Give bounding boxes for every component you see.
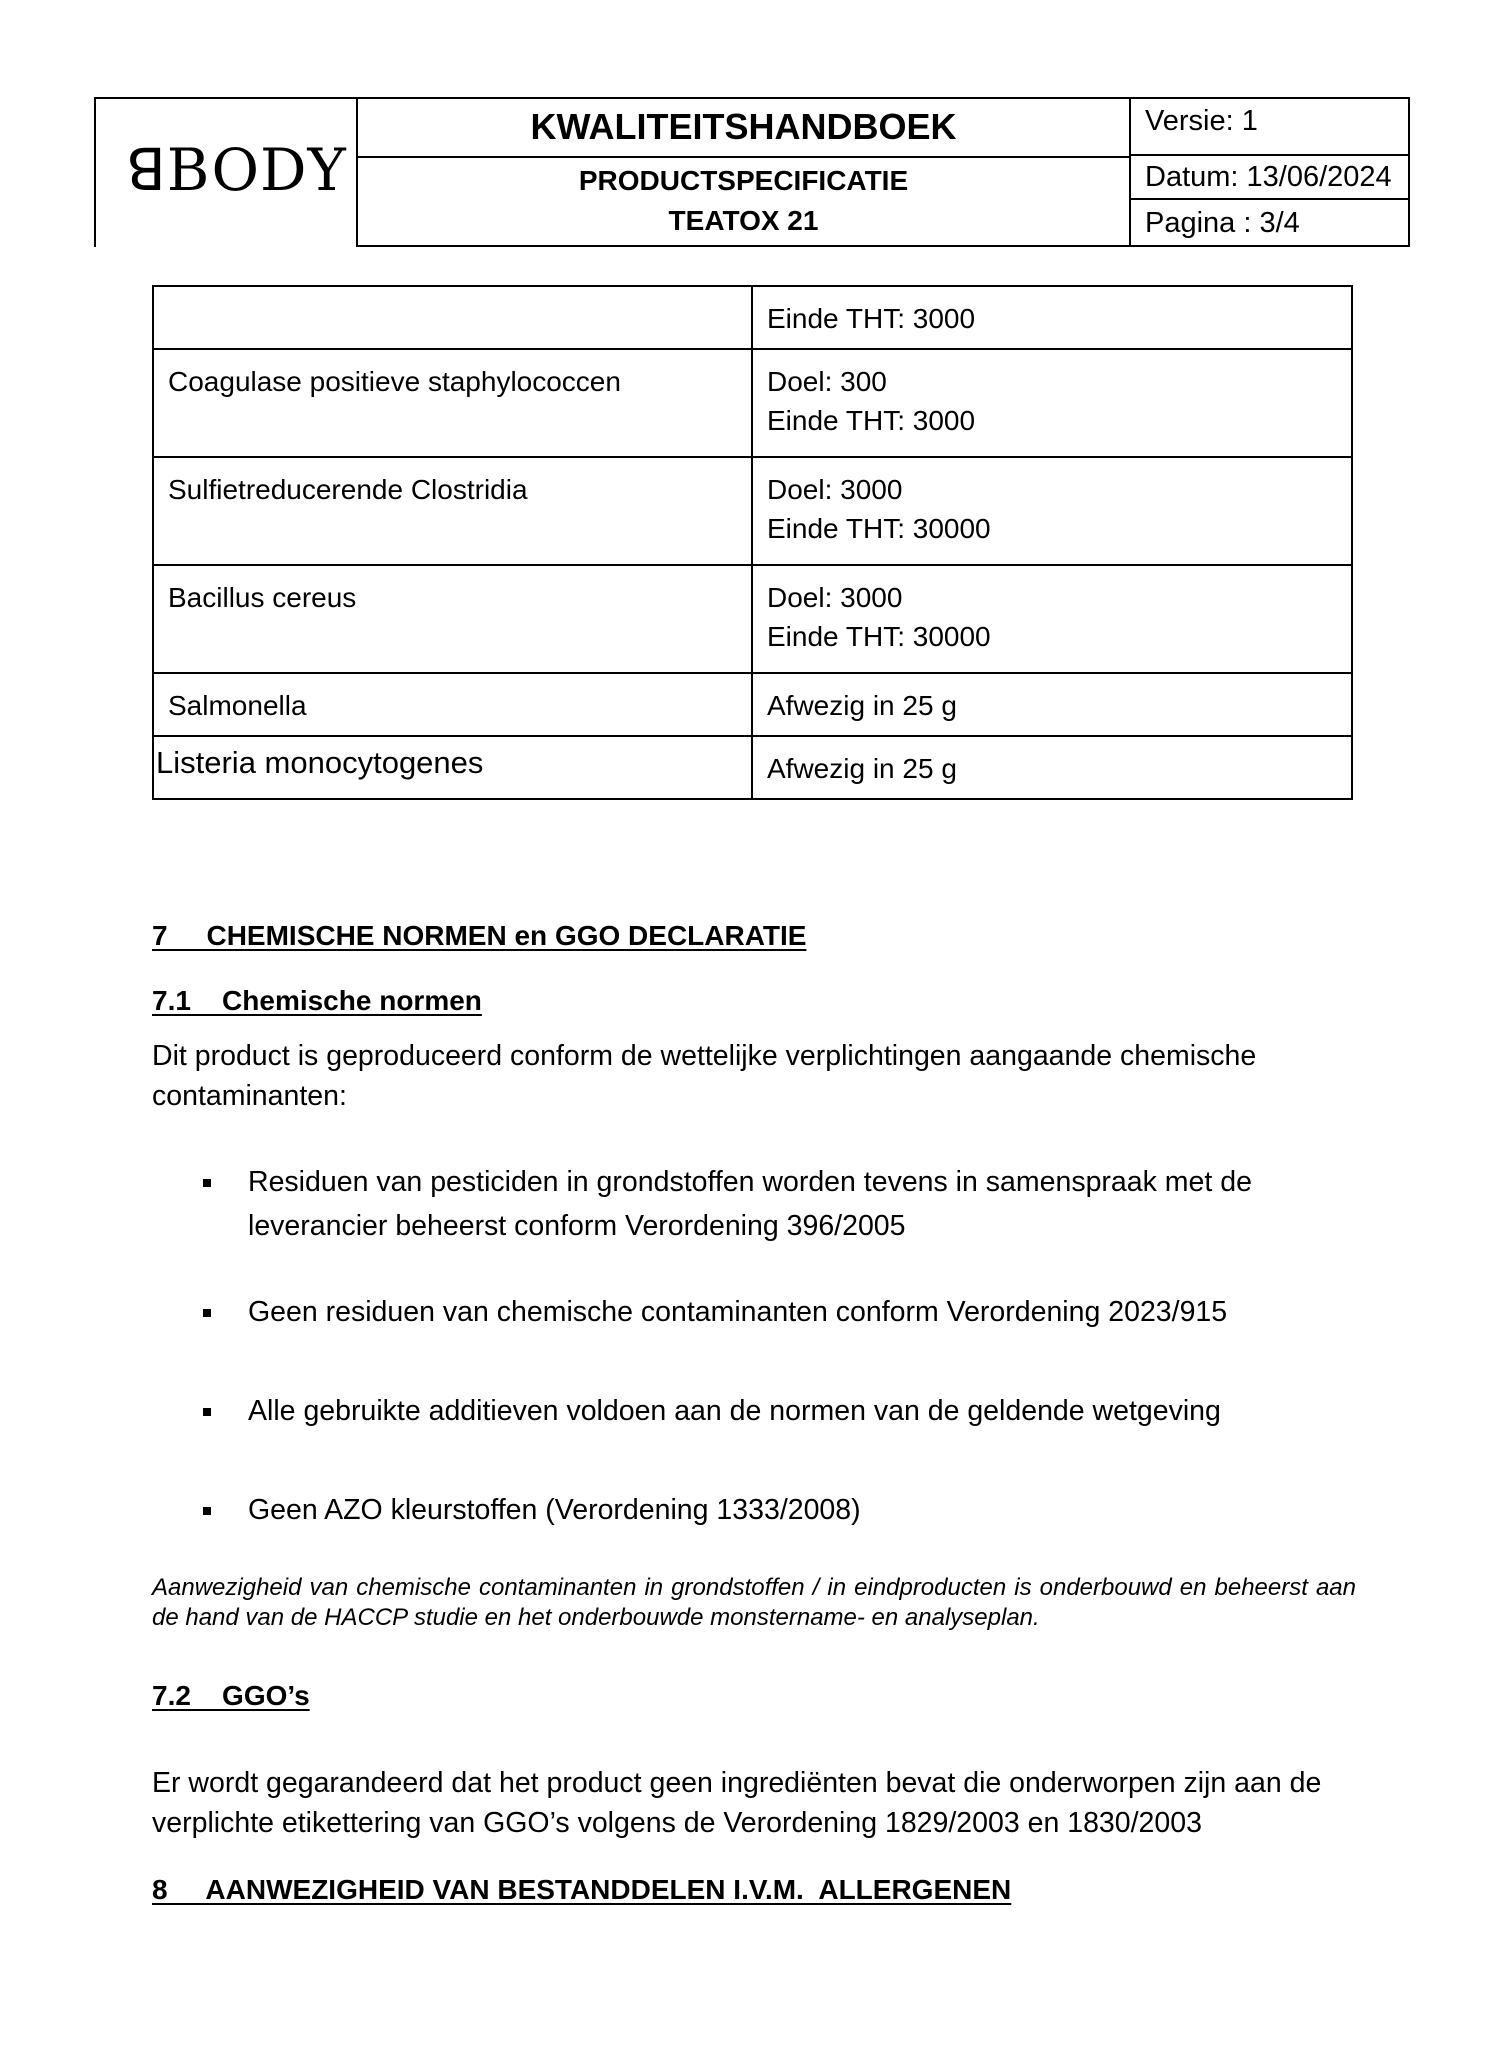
- value-line: Doel: 300: [767, 366, 887, 397]
- table-row: [153, 349, 1352, 457]
- value-line: Afwezig in 25 g: [767, 753, 957, 784]
- value-cell: [752, 349, 1352, 457]
- value-line: Einde THT: 3000: [767, 303, 976, 334]
- bullet-icon: [203, 1179, 211, 1187]
- value-cell: [752, 457, 1352, 565]
- document-header: [94, 97, 1410, 247]
- list-item: [152, 1160, 1362, 1248]
- list-item-text: Geen AZO kleurstoffen (Verordening 1333/2008): [248, 1494, 861, 1526]
- list-item-text: Alle gebruikte additieven voldoen aan de normen van de geldende wetgeving: [248, 1395, 1221, 1427]
- param-cell: [153, 286, 752, 349]
- section-7-heading: 7 CHEMISCHE NORMEN en GGO DECLARATIE: [152, 920, 807, 951]
- page-number: Pagina : 3/4: [1145, 207, 1300, 239]
- param-cell: Salmonella: [153, 673, 752, 736]
- version-label: Versie: 1: [1131, 99, 1408, 156]
- list-item: [152, 1290, 1362, 1334]
- table-row: [153, 673, 1352, 736]
- manual-title: KWALITEITSHANDBOEK: [358, 99, 1129, 158]
- value-line: Einde THT: 3000: [767, 405, 976, 436]
- value-line: Doel: 3000: [767, 582, 903, 613]
- list-item-text: Residuen van pesticiden in grondstoffen worden tevens in samenspraak met de leverancier beheerst conform Verordening 396/2005: [248, 1166, 1252, 1242]
- value-line: Einde THT: 30000: [767, 621, 991, 652]
- haccp-note: Aanwezigheid van chemische contaminanten in grondstoffen / in eindproducten is onderbouwd en beheerst aan de hand van de HACCP studie en het onderbouwde monstername- en analyseplan.: [152, 1574, 1356, 1631]
- param-cell: Bacillus cereus: [153, 565, 752, 673]
- microbiology-table: [152, 285, 1353, 800]
- chemical-norms-list: [152, 1160, 1362, 1532]
- value-line: Doel: 3000: [767, 474, 903, 505]
- value-cell: [752, 565, 1352, 673]
- company-logo: ꓭBODY: [126, 136, 347, 204]
- document-type: PRODUCTSPECIFICATIE: [578, 165, 909, 196]
- section-7-1-intro: Dit product is geproduceerd conform de wettelijke verplichtingen aangaande chemische contaminanten:: [152, 1040, 1257, 1112]
- bullet-icon: [203, 1309, 211, 1317]
- table-row: [153, 457, 1352, 565]
- value-line: Einde THT: 30000: [767, 513, 991, 544]
- section-7-1-heading: 7.1 Chemische normen: [152, 985, 482, 1016]
- value-cell: [752, 736, 1352, 799]
- logo-cell: [94, 97, 358, 247]
- value-line: Afwezig in 25 g: [767, 690, 957, 721]
- table-row: [153, 565, 1352, 673]
- document-subtitle: [358, 161, 1129, 241]
- value-cell: [752, 673, 1352, 736]
- meta-cell: [1129, 97, 1410, 247]
- list-item: [152, 1488, 1362, 1532]
- param-cell: Coagulase positieve staphylococcen: [153, 349, 752, 457]
- param-cell: Sulfietreducerende Clostridia: [153, 457, 752, 565]
- table-row: [153, 736, 1352, 799]
- section-7-2-text: Er wordt gegarandeerd dat het product geen ingrediënten bevat die onderworpen zijn aan de verplichte etikettering van GGO’s volgens de Verordening 1829/2003 en 1830/2003: [152, 1767, 1322, 1839]
- date-label: Datum: 13/06/2024: [1131, 156, 1408, 200]
- section-7-2-heading: 7.2 GGO’s: [152, 1680, 310, 1711]
- section-8-heading: 8 AANWEZIGHEID VAN BESTANDDELEN I.V.M. ALLERGENEN: [152, 1874, 1012, 1905]
- product-name: TEATOX 21: [668, 205, 819, 236]
- table-row: [153, 286, 1352, 349]
- list-item-text: Geen residuen van chemische contaminanten conform Verordening 2023/915: [248, 1296, 1228, 1328]
- value-cell: [752, 286, 1352, 349]
- list-item: [152, 1389, 1362, 1433]
- bullet-icon: [203, 1507, 211, 1515]
- bullet-icon: [203, 1408, 211, 1416]
- title-cell: [356, 97, 1131, 247]
- param-cell: Listeria monocytogenes: [153, 736, 752, 799]
